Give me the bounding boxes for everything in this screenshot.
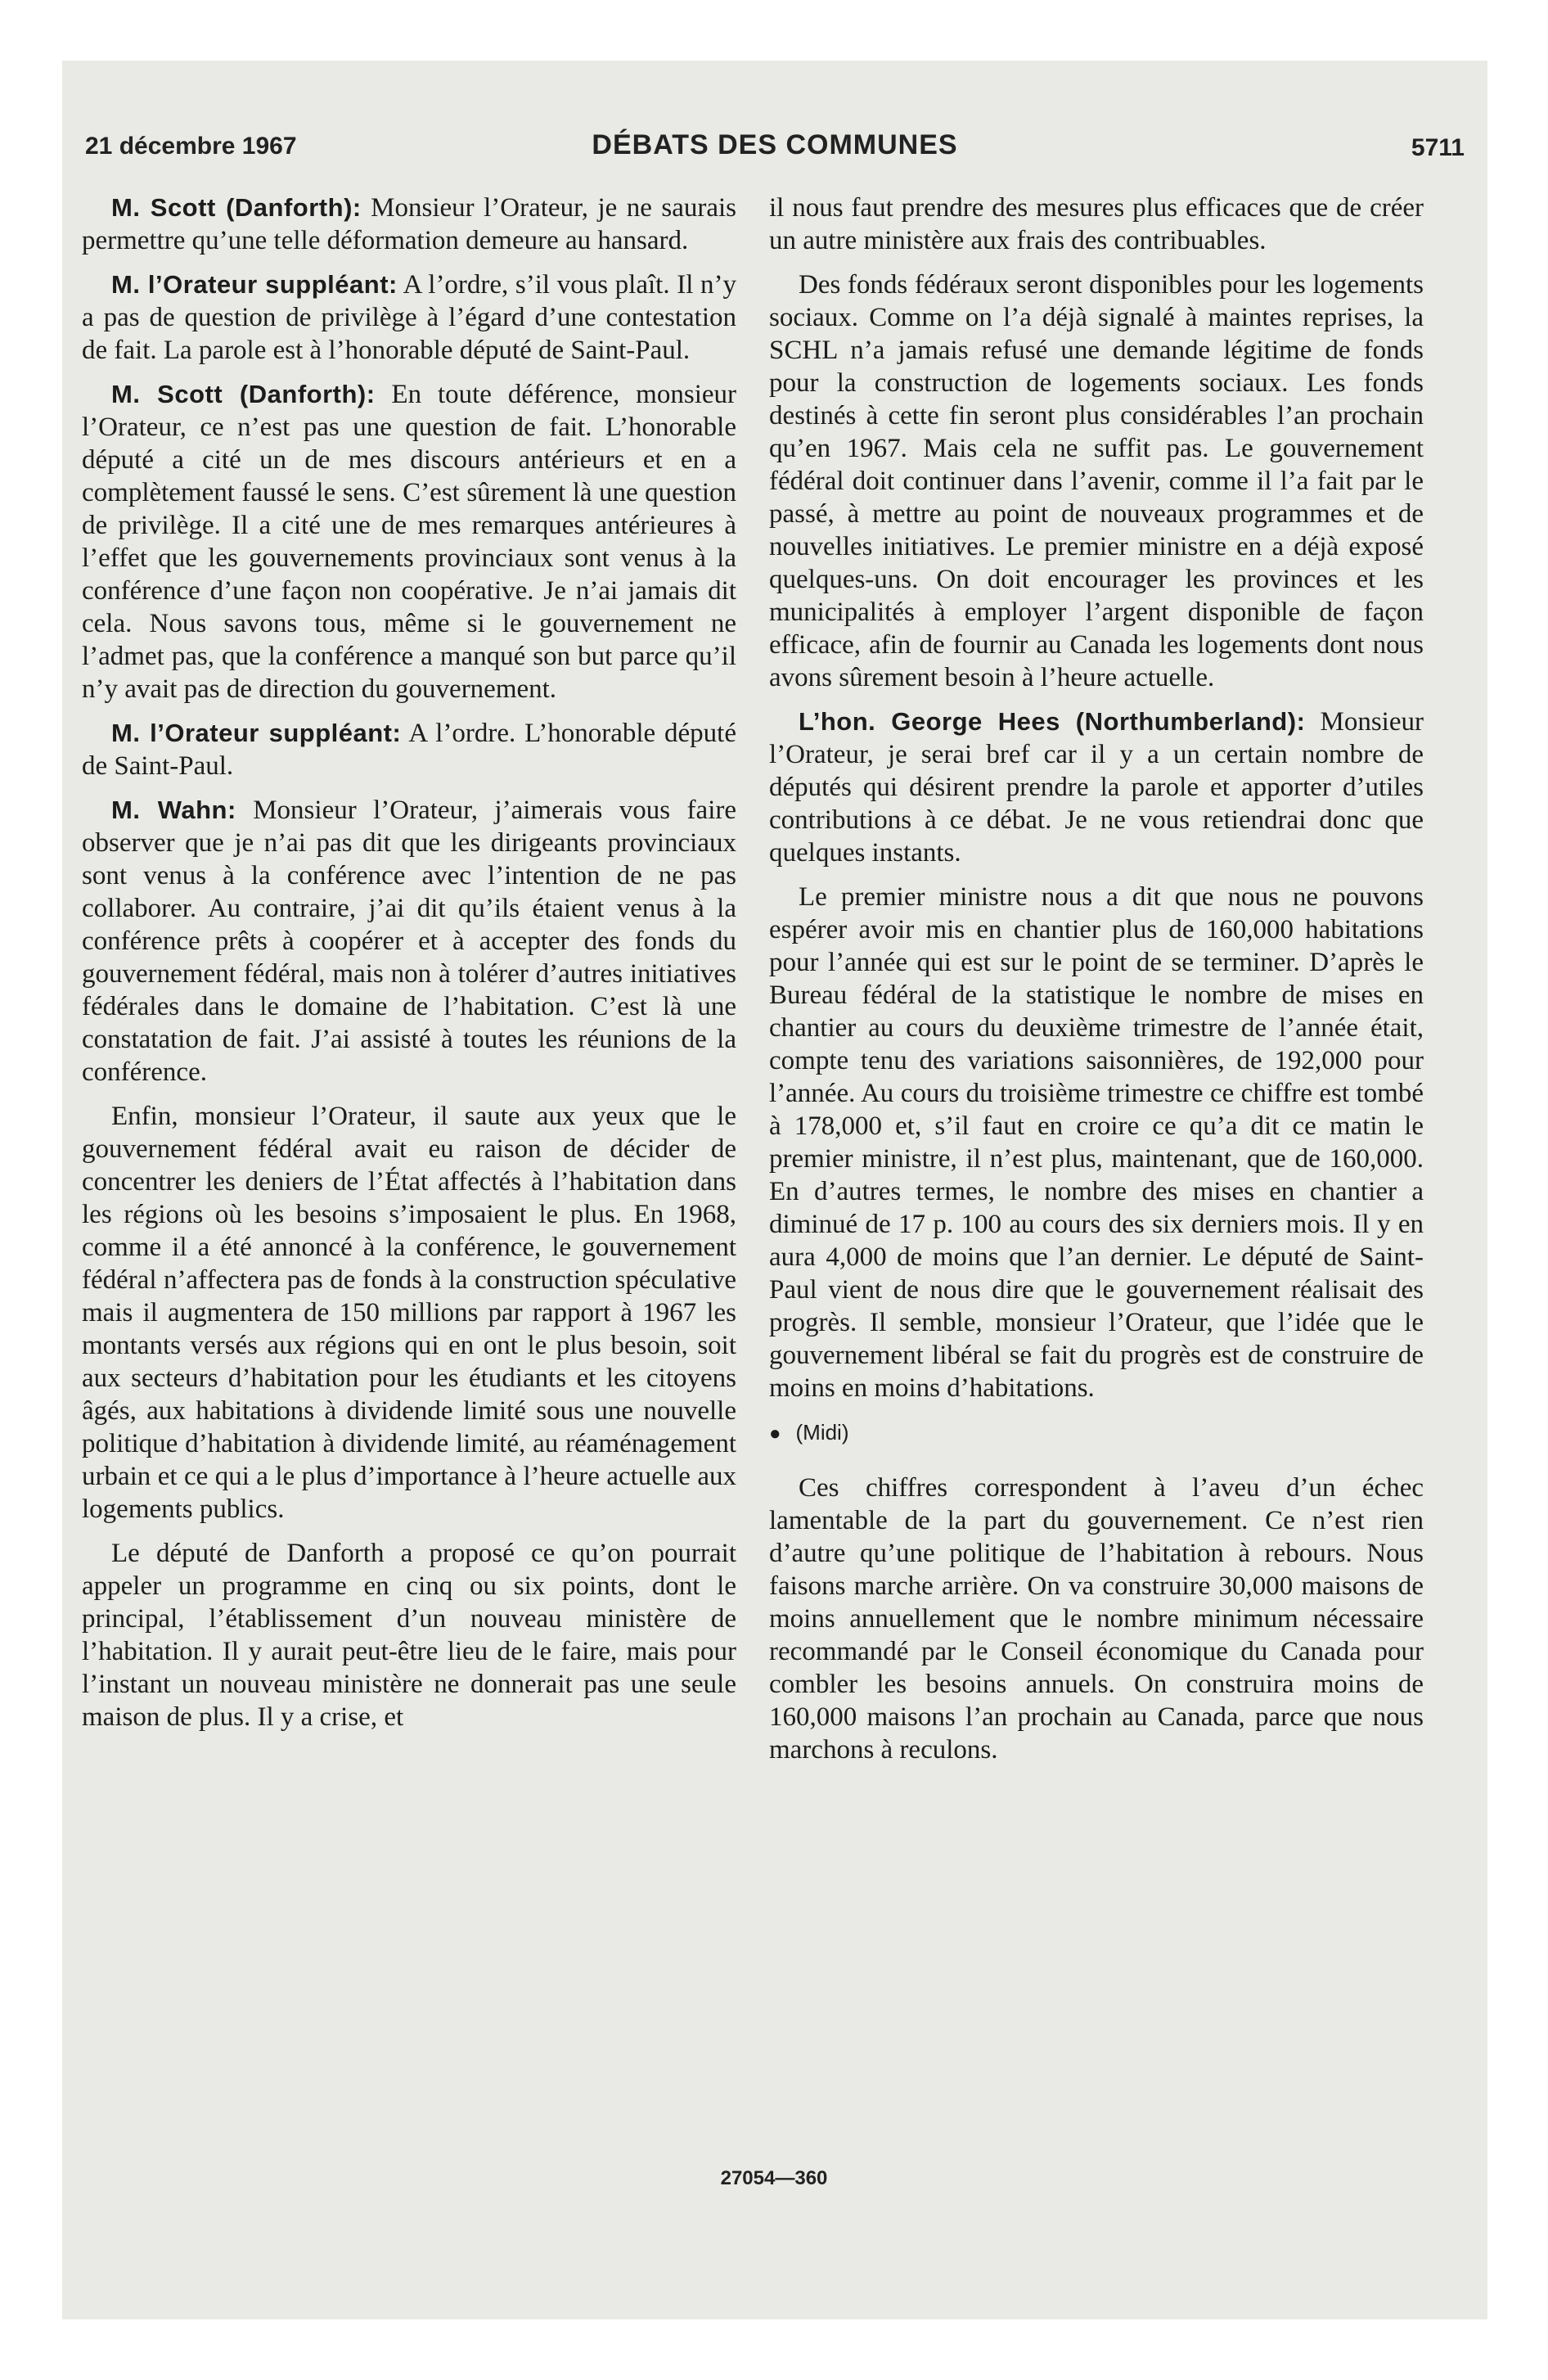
header-date: 21 décembre 1967 (85, 133, 297, 160)
right-column (769, 192, 1424, 1778)
speech-text: En toute déférence, monsieur l’Orateur, ce n’est pas une question de fait. L’honorable député a cité un de mes discours antérieurs et en a complètement faussé le sens. C’est sûrement là une question de privilège. Il a cité une de mes remarques antérieures à l’effet que les gouvernements provinciaux sont venus à la conférence d’une façon non coopérative. Je n’ai jamais dit cela. Nous savons tous, même si le gouvernement ne l’admet pas, que la conférence a manqué son but parce qu’il n’y avait pas de direction du gouvernement. (82, 380, 736, 704)
speaker-name: M. Wahn: (111, 796, 236, 824)
paragraph: Enfin, monsieur l’Orateur, il saute aux yeux que le gouvernement fédéral avait eu raison de décider de concentrer les deniers de l’État affectés à l’habitation dans les régions où les besoins s’imposaient le plus. En 1968, comme il a été annoncé à la conférence, le gouvernement fédéral n’affectera pas de fonds à la construction spéculative mais il augmentera de 150 millions par rapport à 1967 les montants versés aux régions qui en ont le plus besoin, soit aux secteurs d’habitation pour les étudiants et les citoyens âgés, aux habitations à dividende limité sous une nouvelle politique d’habitation à dividende limité, au réaménagement urbain et ce qui a le plus d’importance à l’heure actuelle aux logements publics. (82, 1102, 736, 1524)
paragraph (82, 378, 736, 705)
time-marker (769, 1416, 1424, 1450)
speech-text: A l’ordre. L’honorable député de Saint-Paul. (82, 719, 736, 781)
speech-text: Monsieur l’Orateur, j’aimerais vous faire observer que je n’ai pas dit que les dirigeants provinciaux sont venus à la conférence avec l’intention de ne pas collaborer. Au contraire, j’ai dit qu’ils étaient venus à la conférence prêts à coopérer et à accepter des fonds du gouvernement fédéral, mais non à tolérer d’autres initiatives fédérales dans le domaine de l’habitation. C’est là une constatation de fait. J’ai assisté à toutes les réunions de la conférence. (82, 796, 736, 1087)
speaker-name: M. l’Orateur suppléant: (111, 270, 398, 299)
speaker-name: M. Scott (Danforth): (111, 380, 376, 408)
paragraph (82, 268, 736, 367)
paragraph: il nous faut prendre des mesures plus efficaces que de créer un autre ministère aux frais des contribuables. (769, 193, 1424, 255)
paragraph (82, 717, 736, 782)
paragraph (769, 705, 1424, 869)
left-column (82, 192, 736, 1745)
speech-text: A l’ordre, s’il vous plaît. Il n’y a pas de question de privilège à l’égard d’une contestation de fait. La parole est à l’honorable député de Saint-Paul. (82, 270, 736, 365)
paragraph (82, 192, 736, 257)
bullet-icon: ● (769, 1422, 781, 1445)
speaker-name: L’hon. George Hees (Northumberland): (799, 707, 1306, 736)
header-title: DÉBATS DES COMMUNES (592, 129, 958, 160)
speech-text: Monsieur l’Orateur, je ne saurais permettre qu’une telle déformation demeure au hansard. (82, 193, 736, 255)
speaker-name: M. l’Orateur suppléant: (111, 719, 402, 747)
paragraph (82, 794, 736, 1089)
paragraph: Le député de Danforth a proposé ce qu’on pourrait appeler un programme en cinq ou six points, dont le principal, l’établissement d’un nouveau ministère de l’habitation. Il y aurait peut-être lieu de le faire, mais pour l’instant un nouveau ministère ne donnerait pas une seule maison de plus. Il y a crise, et (82, 1539, 736, 1732)
speaker-name: M. Scott (Danforth): (111, 193, 362, 222)
header-page-number: 5711 (1411, 134, 1465, 161)
paragraph: Le premier ministre nous a dit que nous ne pouvons espérer avoir mis en chantier plus de 160,000 habitations pour l’année qui est sur le point de se terminer. D’après le Bureau fédéral de la statistique le nombre de mises en chantier au cours du deuxième trimestre de l’année était, compte tenu des variations saisonnières, de 192,000 pour l’année. Au cours du troisième trimestre ce chiffre est tombé à 178,000 et, s’il faut en croire ce qu’a dit ce matin le premier ministre, il n’est plus, maintenant, que de 160,000. En d’autres termes, le nombre des mises en chantier a diminué de 17 p. 100 au cours des six derniers mois. Il y en aura 4,000 de moins que l’an dernier. Le député de Saint-Paul vient de nous dire que le gouvernement réalisait des progrès. Il semble, monsieur l’Orateur, que l’idée que le gouvernement libéral se fait du progrès est de construire de moins en moins d’habitations. (769, 882, 1424, 1403)
page-header (85, 124, 1465, 170)
footer-print-code: 27054—360 (720, 2167, 828, 2189)
speech-text: Monsieur l’Orateur, je serai bref car il y a un certain nombre de députés qui désirent prendre la parole et apporter d’utiles contributions à ce débat. Je ne vous retiendrai donc que quelques instants. (769, 707, 1424, 868)
time-marker-text: (Midi) (795, 1420, 849, 1445)
paragraph: Ces chiffres correspondent à l’aveu d’un échec lamentable de la part du gouvernement. Ce n’est rien d’autre qu’une politique de l’habitation à rebours. Nous faisons marche arrière. On va construire 30,000 maisons de moins annuellement que le nombre minimum nécessaire recommandé par le Conseil économique du Canada pour combler les besoins annuels. On construira moins de 160,000 maisons l’an prochain au Canada, parce que nous marchons à reculons. (769, 1473, 1424, 1765)
paragraph: Des fonds fédéraux seront disponibles pour les logements sociaux. Comme on l’a déjà signalé à maintes reprises, la SCHL n’a jamais refusé une demande légitime de fonds pour la construction de logements sociaux. Les fonds destinés à cette fin seront plus considérables l’an prochain qu’en 1967. Mais cela ne suffit pas. Le gouvernement fédéral doit continuer dans l’avenir, comme il l’a fait par le passé, à mettre au point de nouveaux programmes et de nouvelles initiatives. Le premier ministre en a déjà exposé quelques-uns. On doit encourager les provinces et les municipalités à employer l’argent disponible de façon efficace, afin de fournir au Canada les logements dont nous avons sûrement besoin à l’heure actuelle. (769, 270, 1424, 692)
